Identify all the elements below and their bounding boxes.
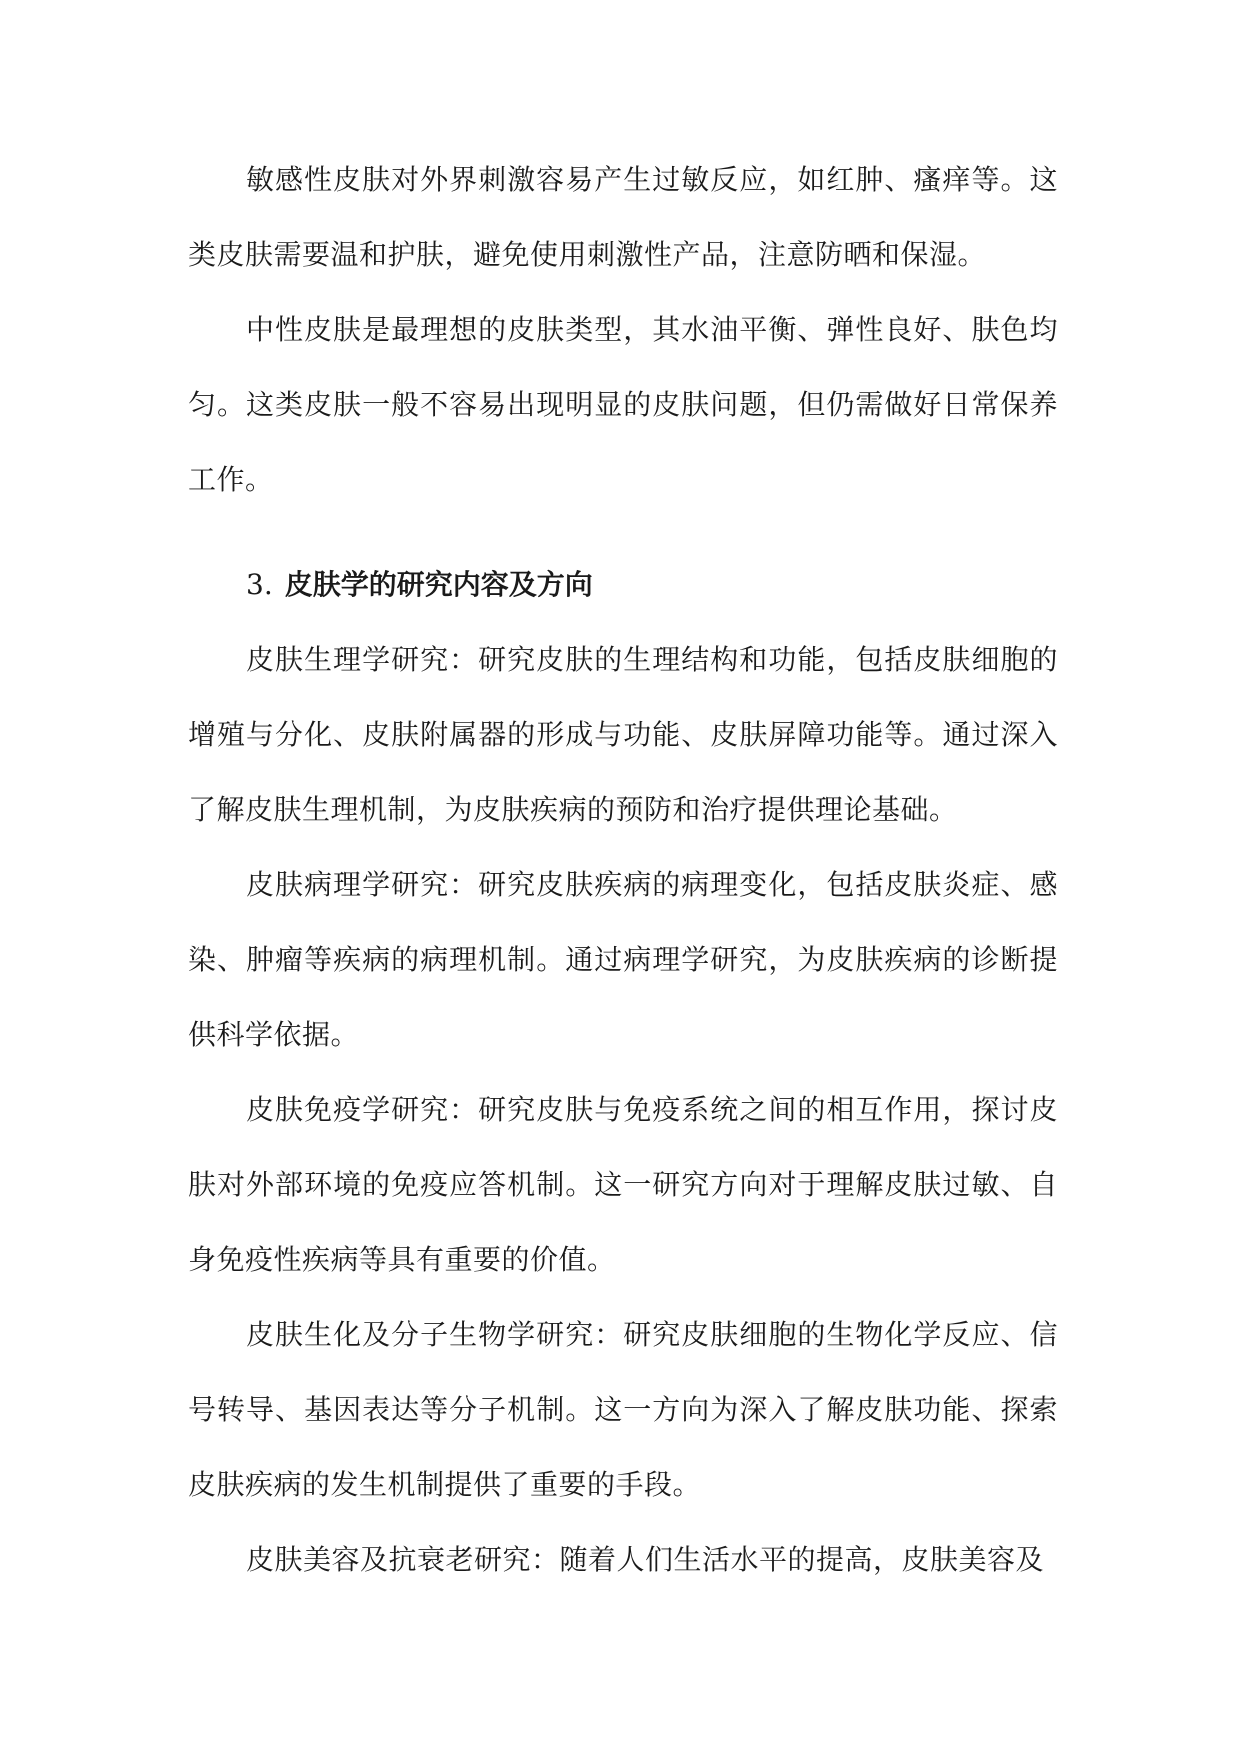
section-number: 3. xyxy=(246,568,273,601)
paragraph-skin-molecular-biology: 皮肤生化及分子生物学研究：研究皮肤细胞的生物化学反应、信号转导、基因表达等分子机制。这一方向为深入了解皮肤功能、探索皮肤疾病的发生机制提供了重要的手段。 xyxy=(188,1318,1058,1501)
paragraph-skin-immunology: 皮肤免疫学研究：研究皮肤与免疫系统之间的相互作用，探讨皮肤对外部环境的免疫应答机制。这一研究方向对于理解皮肤过敏、自身免疫性疾病等具有重要的价值。 xyxy=(188,1093,1058,1276)
paragraph-skin-physiology: 皮肤生理学研究：研究皮肤的生理结构和功能，包括皮肤细胞的增殖与分化、皮肤附属器的形成与功能、皮肤屏障功能等。通过深入了解皮肤生理机制，为皮肤疾病的预防和治疗提供理论基础。 xyxy=(188,643,1058,826)
section-title: 皮肤学的研究内容及方向 xyxy=(284,568,593,601)
paragraph-neutral-skin: 中性皮肤是最理想的皮肤类型，其水油平衡、弹性良好、肤色均匀。这类皮肤一般不容易出现明显的皮肤问题，但仍需做好日常保养工作。 xyxy=(188,313,1058,496)
paragraph-sensitive-skin: 敏感性皮肤对外界刺激容易产生过敏反应，如红肿、瘙痒等。这类皮肤需要温和护肤，避免使用刺激性产品，注意防晒和保湿。 xyxy=(188,163,1058,271)
document-body xyxy=(188,142,1058,1597)
paragraph-skin-cosmetics: 皮肤美容及抗衰老研究：随着人们生活水平的提高，皮肤美容及 xyxy=(246,1543,1045,1576)
section-heading xyxy=(188,517,1058,622)
paragraph-skin-pathology: 皮肤病理学研究：研究皮肤疾病的病理变化，包括皮肤炎症、感染、肿瘤等疾病的病理机制。通过病理学研究，为皮肤疾病的诊断提供科学依据。 xyxy=(188,868,1058,1051)
